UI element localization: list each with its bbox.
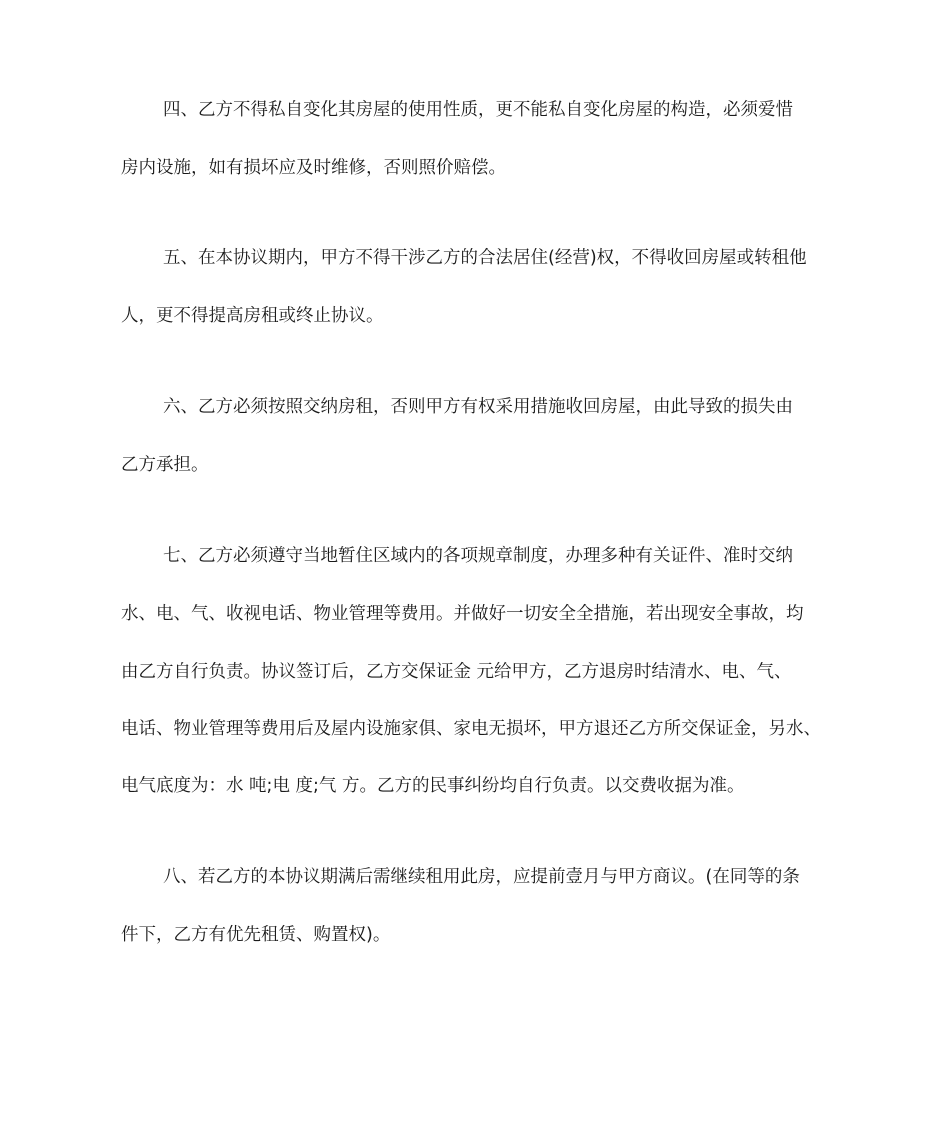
clause-5-line-2: 人，更不得提高房租或终止协议。 xyxy=(121,306,384,326)
clause-4-line-2: 房内设施，如有损坏应及时维修，否则照价赔偿。 xyxy=(121,158,506,178)
clause-4-line-1: 四、乙方不得私自变化其房屋的使用性质，更不能私自变化房屋的构造，必须爱惜 xyxy=(163,100,793,120)
clause-7-line-5: 电气底度为：水 吨;电 度;气 方。乙方的民事纠纷均自行负责。以交费收据为准。 xyxy=(121,776,745,796)
clause-7-line-1: 七、乙方必须遵守当地暂住区域内的各项规章制度，办理多种有关证件、准时交纳 xyxy=(163,546,793,566)
clause-6-line-1: 六、乙方必须按照交纳房租，否则甲方有权采用措施收回房屋，由此导致的损失由 xyxy=(163,397,793,417)
clause-7-line-3: 由乙方自行负责。协议签订后，乙方交保证金 元给甲方，乙方退房时结清水、电、气、 xyxy=(121,662,792,682)
clause-5-line-1: 五、在本协议期内，甲方不得干涉乙方的合法居住(经营)权，不得收回房屋或转租他 xyxy=(163,248,807,268)
clause-8-line-1: 八、若乙方的本协议期满后需继续租用此房，应提前壹月与甲方商议。(在同等的条 xyxy=(163,867,800,887)
clause-7-line-4: 电话、物业管理等费用后及屋内设施家俱、家电无损坏，甲方退还乙方所交保证金，另水、 xyxy=(121,719,821,739)
clause-6-line-2: 乙方承担。 xyxy=(121,455,209,475)
clause-7-line-2: 水、电、气、收视电话、物业管理等费用。并做好一切安全全措施，若出现安全事故，均 xyxy=(121,604,804,624)
clause-8-line-2: 件下，乙方有优先租赁、购置权)。 xyxy=(121,925,391,945)
